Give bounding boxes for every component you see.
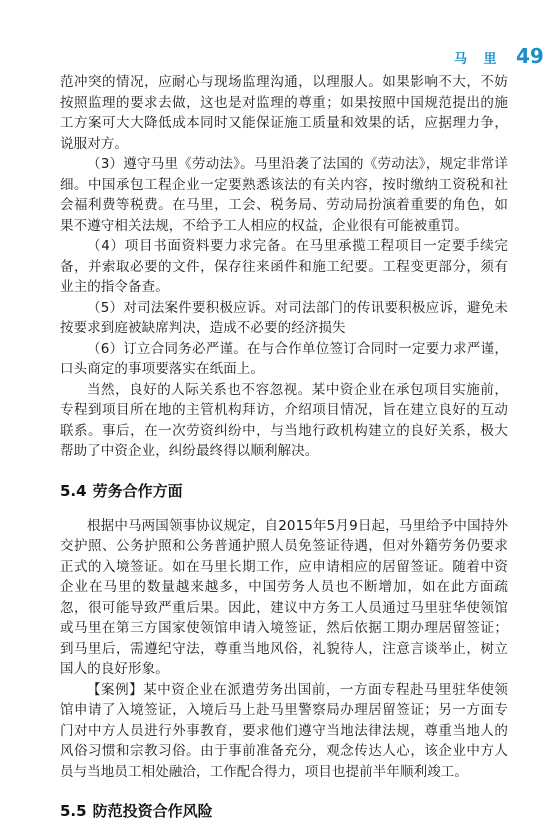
paragraph: 根据中马两国领事协议规定，自2015年5月9日起，马里给予中国持外交护照、公务护照和公务普通护照人员免签证待遇，但对外籍劳务仍要求正式的入境签证。如在马里长期工作，应申请相应的居留签证。随着中资企业在马里的数量越来越多，中国劳务人员也不断增加，如在此方面疏忽，很可能导致严重后果。因此，建议中方务工人员通过马里驻华使领馆或马里在第三方国家使领馆申请入境签证，然后依据工期办理居留签证；到马里后，需遵纪守法，尊重当地风俗，礼貌待人，注意言谈举止，树立国人的良好形象。: [60, 517, 508, 677]
page-number: 49: [516, 44, 544, 68]
paragraph: 当然，良好的人际关系也不容忽视。某中资企业在承包项目实施前，专程到项目所在地的主管机构拜访，介绍项目情况，旨在建立良好的互动联系。事后，在一次劳资纠纷中，与当地行政机构建立的良好关系，极大帮助了中资企业，纠纷最终得以顺利解决。: [60, 381, 508, 459]
section-heading: [60, 480, 508, 502]
section-number: 5.4: [60, 481, 87, 500]
paragraph: （5）对司法案件要积极应诉。对司法部门的传讯要积极应诉，避免未按要求到庭被缺席判决，造成不必要的经济损失: [60, 299, 508, 336]
section-number: 5.5: [60, 802, 87, 820]
section-title: 防范投资合作风险: [92, 802, 213, 820]
section-heading: [60, 800, 508, 822]
paragraph: 范冲突的情况，应耐心与现场监理沟通，以理服人。如果影响不大，不妨按照监理的要求去做，这也是对监理的尊重；如果按照中国规范提出的施工方案可大大降低成本同时又能保证施工质量和效果的话，应据理力争，说服对方。: [60, 74, 508, 152]
page-content: [60, 72, 508, 836]
paragraph: （6）订立合同务必严谨。在与合作单位签订合同时一定要力求严谨，口头商定的事项要落实在纸面上。: [60, 340, 508, 377]
paragraph: 【案例】某中资企业在派遣劳务出国前，一方面专程赴马里驻华使领馆申请了入境签证，入境后马上赴马里警察局办理居留签证；另一方面专门对中方人员进行外事教育，要求他们遵守当地法律法规，尊重当地人的风俗习惯和宗教习俗。由于事前准备充分，观念传达人心，该企业中方人员与当地员工相处融洽，工作配合得力，项目也提前半年顺利竣工。: [60, 681, 508, 780]
paragraph: （4）项目书面资料要力求完备。在马里承揽工程项目一定要手续完备，并索取必要的文件，保存往来函件和施工纪要。工程变更部分，须有业主的指令备查。: [60, 238, 508, 295]
running-header-title: 马 里: [454, 52, 503, 67]
section-title: 劳务合作方面: [92, 481, 183, 500]
paragraph: （3）遵守马里《劳动法》。马里沿袭了法国的《劳动法》，规定非常详细。中国承包工程企业一定要熟悉该法的有关内容，按时缴纳工资税和社会福利费等税费。在马里，工会、税务局、劳动局扮演着重要的角色，如果不遵守相关法规，不给予工人相应的权益，企业很有可能被重罚。: [60, 156, 508, 234]
